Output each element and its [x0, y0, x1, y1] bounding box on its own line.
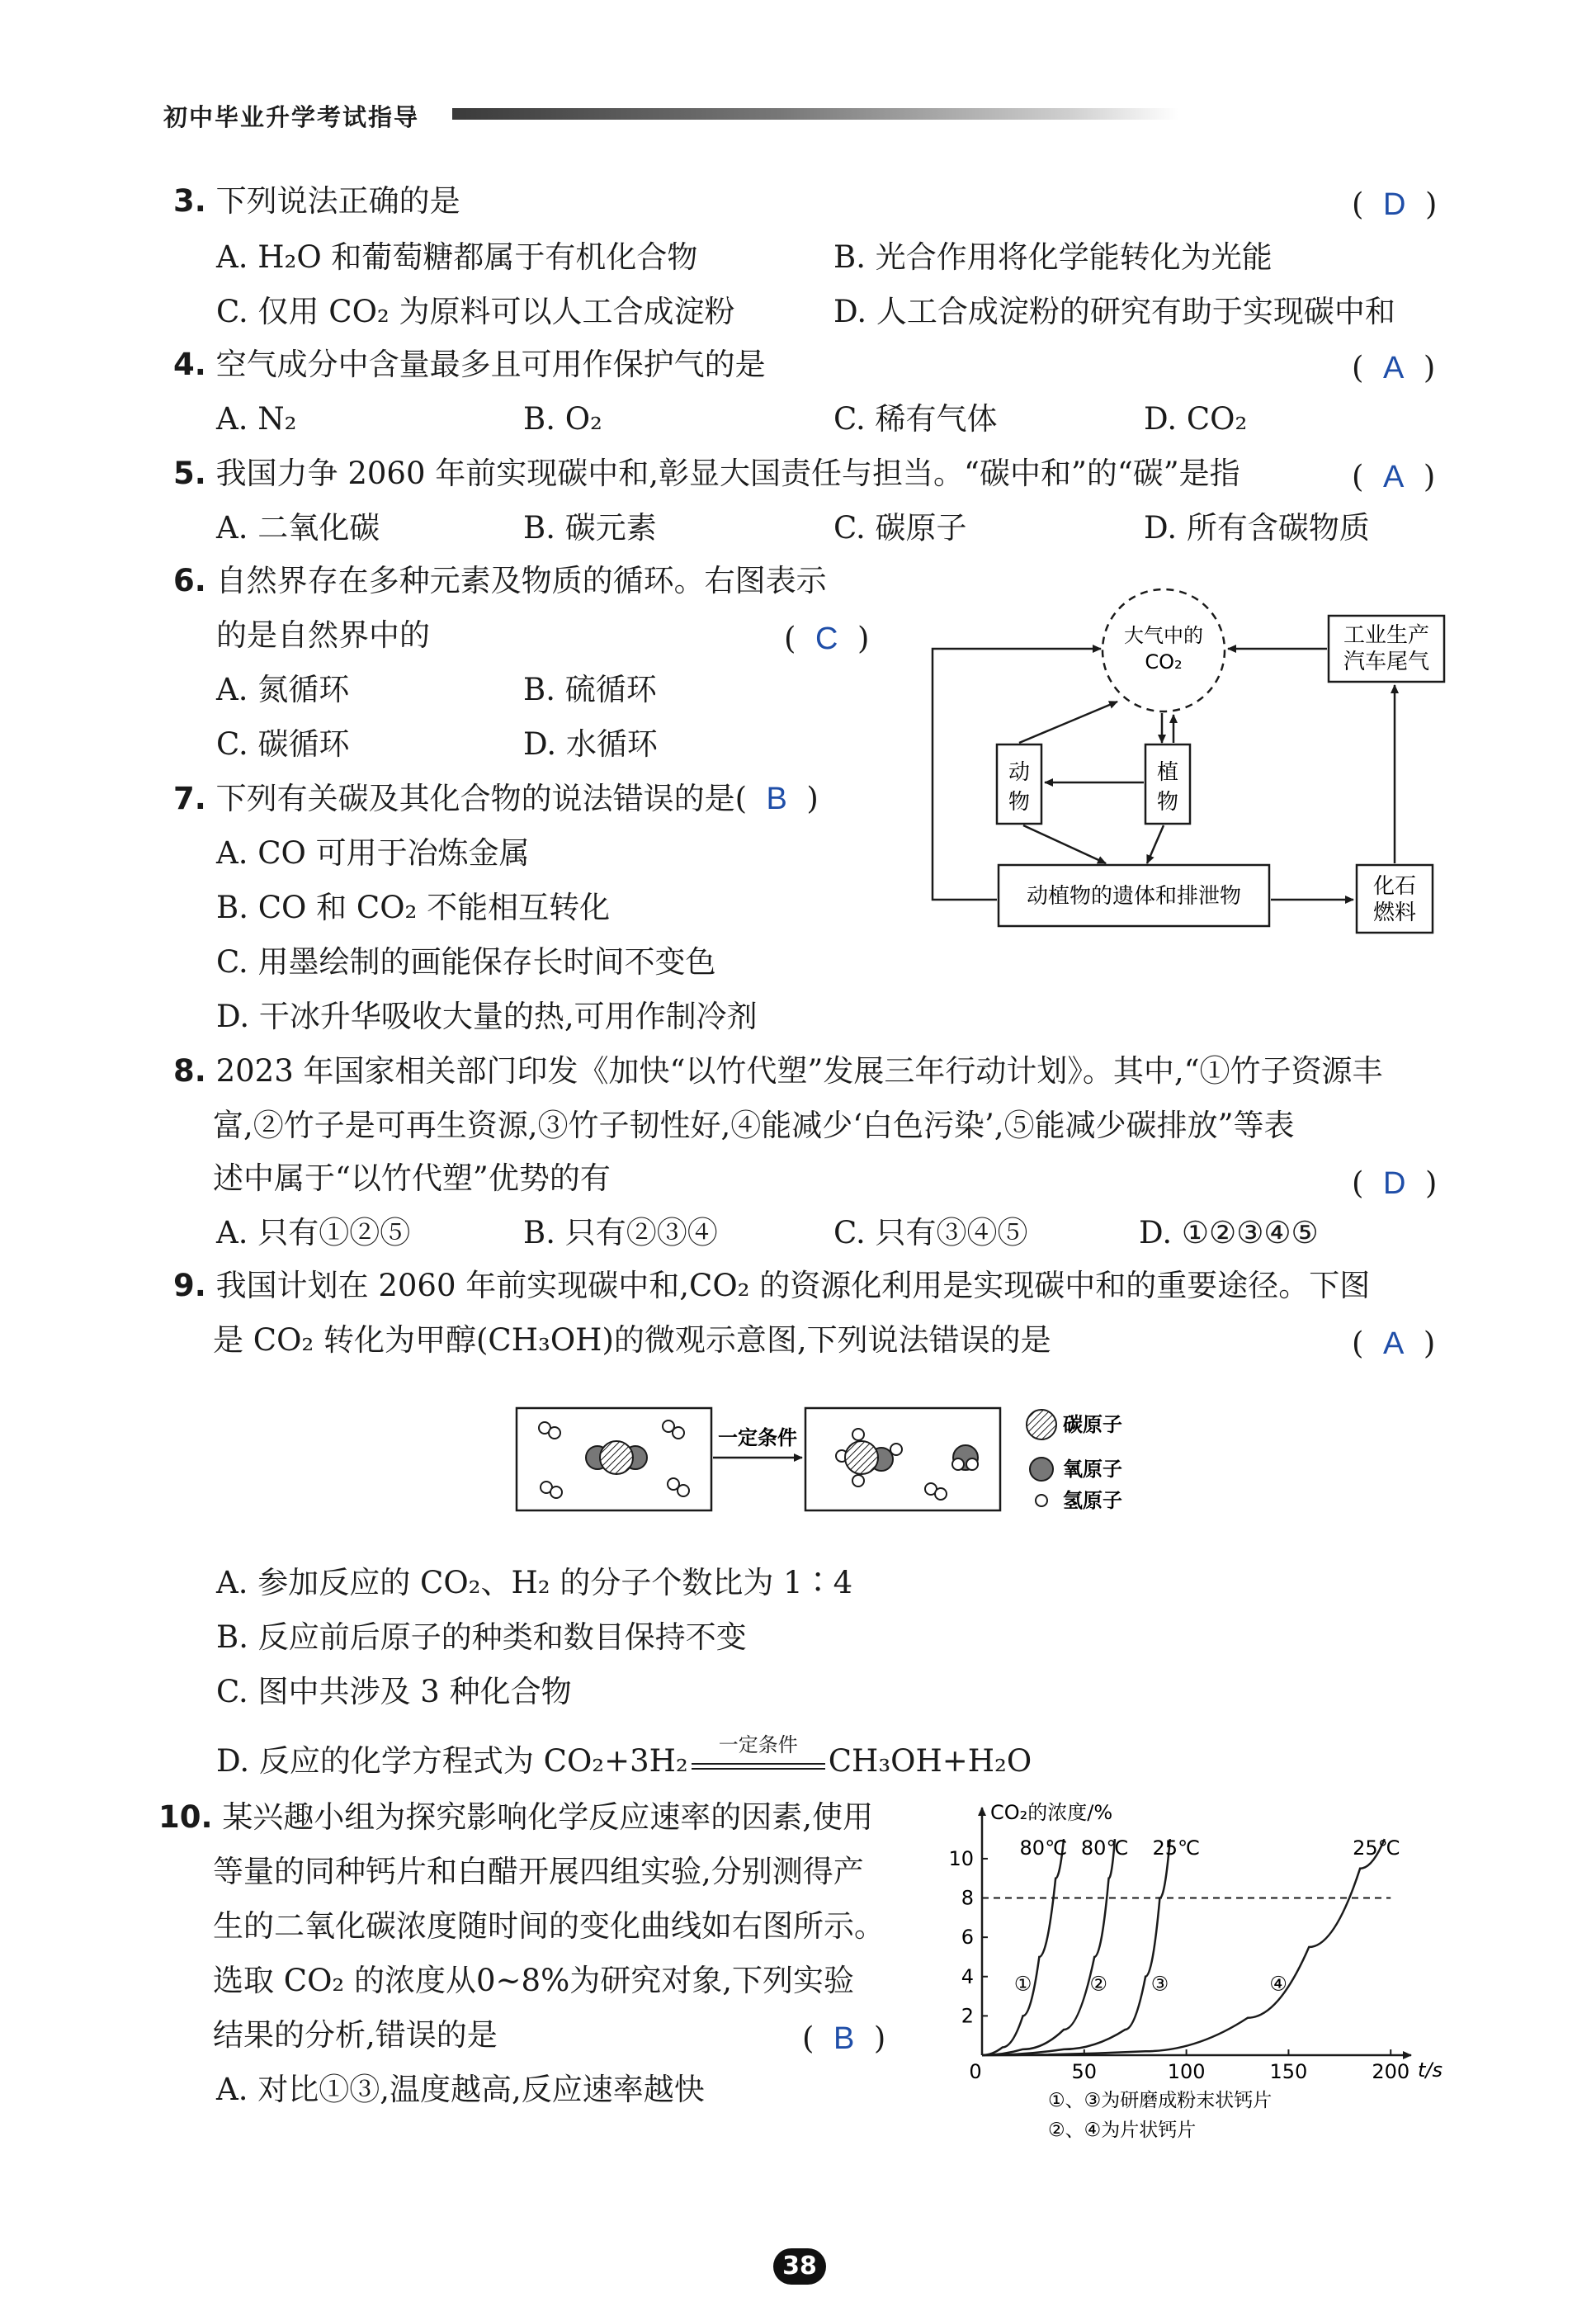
- methanol-reaction-diagram: [512, 1395, 1155, 1527]
- series-line-1: [982, 1839, 1064, 2055]
- q4-option-a: A. N₂: [216, 401, 297, 437]
- q7-stem: 7. 下列有关碳及其化合物的说法错误的是( B ): [173, 781, 819, 816]
- q3-stem-text: 下列说法正确的是: [215, 183, 460, 219]
- q6-option-c: C. 碳循环: [216, 726, 350, 762]
- q8-answer-bracket: ( D ): [1352, 1165, 1438, 1201]
- q6-option-a: A. 氮循环: [216, 672, 350, 707]
- q9-answer: A: [1382, 1326, 1405, 1361]
- q8-option-c: C. 只有③④⑤: [833, 1215, 1028, 1250]
- animal-label-1: 动: [1008, 760, 1031, 785]
- q10-answer: B: [833, 2021, 855, 2056]
- q6-stem-line1: [173, 563, 827, 599]
- series-label-1: ①: [1013, 1972, 1032, 1996]
- q9-number: 9.: [173, 1268, 206, 1303]
- header-divider: [452, 108, 1178, 120]
- q5-number: 5.: [173, 456, 206, 491]
- q4-answer-bracket: ( A ): [1352, 350, 1436, 385]
- q3-option-a: A. H₂O 和葡萄糖都属于有机化合物: [216, 239, 698, 275]
- q4-option-d: D. CO₂: [1144, 401, 1248, 437]
- series-line-4: [982, 1839, 1385, 2055]
- q5-stem-text: 我国力争 2060 年前实现碳中和,彰显大国责任与担当。“碳中和”的“碳”是指: [215, 456, 1240, 491]
- y-tick-label: 2: [961, 2004, 974, 2028]
- co2-carbon-atom: [600, 1441, 633, 1474]
- q10-line4: 选取 CO₂ 的浓度从0~8%为研究对象,下列实验: [213, 1963, 854, 1998]
- q3-option-d: D. 人工合成淀粉的研究有助于实现碳中和: [833, 294, 1395, 329]
- header-title: 初中毕业升学考试指导: [163, 103, 420, 131]
- q3-answer-bracket: ( D ): [1352, 187, 1438, 222]
- q8-line2: 富,②竹子是可再生资源,③竹子韧性好,④能减少‘白色污染’,⑤能减少碳排放”等表: [213, 1108, 1295, 1143]
- q9-line1: [173, 1268, 1370, 1304]
- series-line-2: [982, 1839, 1115, 2055]
- q3-answer: D: [1382, 187, 1406, 222]
- atmosphere-label-1: 大气中的: [1124, 624, 1203, 647]
- q6-stem-line2: 的是自然界中的: [216, 617, 430, 653]
- fossil-label-2: 燃料: [1372, 900, 1417, 925]
- reaction-condition-label: 一定条件: [718, 1426, 797, 1449]
- plant-label-1: 植: [1156, 760, 1179, 785]
- y-tick-label: 4: [961, 1964, 974, 1988]
- q9-option-b: B. 反应前后原子的种类和数目保持不变: [216, 1619, 747, 1655]
- series-temp-3: 25℃: [1152, 1836, 1200, 1860]
- q5-answer: A: [1382, 460, 1405, 494]
- q9-option-a: A. 参加反应的 CO₂、H₂ 的分子个数比为 1∶4: [216, 1565, 853, 1600]
- q9-option-d-suffix: CH₃OH+H₂O: [828, 1743, 1032, 1779]
- q9-line1-text: 我国计划在 2060 年前实现碳中和,CO₂ 的资源化利用是实现碳中和的重要途径。下图: [215, 1268, 1371, 1303]
- legend-carbon-icon: [1027, 1410, 1056, 1439]
- q10-number: 10.: [158, 1799, 213, 1835]
- q9-option-d: [216, 1733, 1032, 1780]
- q10-line1: [158, 1799, 873, 1836]
- q4-option-b: B. O₂: [523, 401, 602, 437]
- series-line-3: [982, 1839, 1170, 2055]
- q10-line2: 等量的同种钙片和白醋开展四组实验,分别测得产: [213, 1854, 864, 1889]
- q8-option-d: D. ①②③④⑤: [1139, 1215, 1319, 1250]
- series-temp-4: 25℃: [1353, 1836, 1400, 1860]
- q8-line1-text: 2023 年国家相关部门印发《加快“以竹代塑”发展三年行动计划》。其中,“①竹子资源丰: [215, 1053, 1383, 1089]
- chart-origin-label: 0: [969, 2060, 982, 2083]
- legend-carbon-label: 碳原子: [1063, 1413, 1122, 1436]
- q3-option-c: C. 仅用 CO₂ 为原料可以人工合成淀粉: [216, 294, 735, 329]
- x-tick-label: 200: [1372, 2060, 1410, 2083]
- q10-answer-bracket: ( B ): [802, 2021, 886, 2056]
- q9-option-d-condition: 一定条件: [718, 1733, 798, 1756]
- series-temp-2: 80℃: [1080, 1836, 1129, 1860]
- co2-concentration-chart: [924, 1791, 1443, 2154]
- q8-option-a: A. 只有①②⑤: [216, 1215, 411, 1250]
- q4-number: 4.: [173, 347, 206, 382]
- q8-answer: D: [1382, 1166, 1406, 1201]
- q7-option-a: A. CO 可用于冶炼金属: [216, 835, 530, 871]
- q8-option-b: B. 只有②③④: [523, 1215, 718, 1250]
- series-temp-1: 80℃: [1019, 1836, 1068, 1860]
- q6-answer: C: [815, 622, 838, 656]
- q3-number: 3.: [173, 183, 206, 219]
- q5-answer-bracket: ( A ): [1352, 459, 1436, 494]
- q8-line3: 述中属于“以竹代塑”优势的有: [213, 1160, 611, 1196]
- page-number: 38: [773, 2248, 826, 2285]
- legend-oxygen-icon: [1030, 1458, 1053, 1481]
- chart-x-label: t/s: [1418, 2058, 1443, 2082]
- methanol-carbon-atom: [845, 1441, 878, 1474]
- q8-number: 8.: [173, 1053, 206, 1089]
- legend-oxygen-label: 氧原子: [1063, 1458, 1122, 1481]
- q5-stem: [173, 456, 1240, 492]
- q9-answer-bracket: ( A ): [1352, 1326, 1436, 1361]
- chart-note-1: ①、③为研磨成粉末状钙片: [1048, 2090, 1273, 2111]
- q9-line2: 是 CO₂ 转化为甲醇(CH₃OH)的微观示意图,下列说法错误的是: [213, 1322, 1051, 1358]
- q5-option-b: B. 碳元素: [523, 510, 657, 546]
- chart-y-label: CO₂的浓度/%: [990, 1801, 1113, 1824]
- q6-stem-text1: 自然界存在多种元素及物质的循环。右图表示: [215, 563, 827, 598]
- chart-series: [982, 1836, 1400, 2055]
- q6-number: 6.: [173, 563, 206, 598]
- q4-answer: A: [1382, 351, 1405, 385]
- y-tick-label: 8: [961, 1886, 974, 1910]
- q5-option-a: A. 二氧化碳: [216, 510, 380, 546]
- x-tick-label: 150: [1269, 2060, 1308, 2083]
- atmosphere-label-2: CO₂: [1145, 650, 1183, 674]
- q7-option-d: D. 干冰升华吸收大量的热,可用作制冷剂: [216, 999, 758, 1034]
- legend-hydrogen-icon: [1036, 1495, 1047, 1506]
- x-tick-label: 100: [1167, 2060, 1206, 2083]
- q10-line3: 生的二氧化碳浓度随时间的变化曲线如右图所示。: [213, 1908, 885, 1944]
- series-label-2: ②: [1089, 1972, 1107, 1996]
- q7-stem-text: 下列有关碳及其化合物的说法错误的是: [215, 781, 735, 816]
- series-label-3: ③: [1150, 1972, 1169, 1996]
- q4-stem: [173, 347, 766, 383]
- q3-option-b: B. 光合作用将化学能转化为光能: [833, 239, 1273, 275]
- chart-note-2: ②、④为片状钙片: [1048, 2120, 1197, 2141]
- plant-label-2: 物: [1156, 790, 1179, 815]
- animal-label-2: 物: [1008, 790, 1031, 815]
- q8-line1: [173, 1053, 1383, 1089]
- series-label-4: ④: [1269, 1972, 1287, 1996]
- legend-hydrogen-label: 氢原子: [1063, 1489, 1122, 1512]
- y-tick-label: 10: [948, 1846, 974, 1870]
- x-tick-label: 50: [1071, 2060, 1098, 2083]
- q9-option-d-prefix: D. 反应的化学方程式为 CO₂+3H₂: [216, 1743, 688, 1779]
- q7-option-b: B. CO 和 CO₂ 不能相互转化: [216, 890, 611, 925]
- q10-line1-text: 某兴趣小组为探究影响化学反应速率的因素,使用: [222, 1799, 874, 1835]
- q9-option-c: C. 图中共涉及 3 种化合物: [216, 1674, 572, 1709]
- q10-option-a: A. 对比①③,温度越高,反应速率越快: [216, 2072, 705, 2107]
- remains-label: 动植物的遗体和排泄物: [1026, 884, 1242, 909]
- q6-option-d: D. 水循环: [523, 726, 658, 762]
- q5-option-d: D. 所有含碳物质: [1144, 510, 1370, 546]
- q3-stem: [173, 183, 460, 220]
- equation-equals-sign: [692, 1763, 825, 1770]
- industry-label-2: 汽车尾气: [1343, 650, 1430, 674]
- q7-answer: B: [766, 782, 787, 816]
- q6-option-b: B. 硫循环: [523, 672, 657, 707]
- q10-line5: 结果的分析,错误的是: [213, 2017, 498, 2053]
- fossil-label-1: 化石: [1372, 874, 1417, 899]
- q7-option-c: C. 用墨绘制的画能保存长时间不变色: [216, 944, 716, 980]
- q4-stem-text: 空气成分中含量最多且可用作保护气的是: [215, 347, 766, 382]
- q4-option-c: C. 稀有气体: [833, 401, 998, 437]
- q7-number: 7.: [173, 781, 206, 816]
- q5-option-c: C. 碳原子: [833, 510, 967, 546]
- y-tick-label: 6: [961, 1926, 974, 1950]
- industry-label-1: 工业生产: [1343, 623, 1430, 648]
- q6-answer-bracket: ( C ): [784, 621, 870, 656]
- carbon-cycle-diagram: [916, 578, 1461, 941]
